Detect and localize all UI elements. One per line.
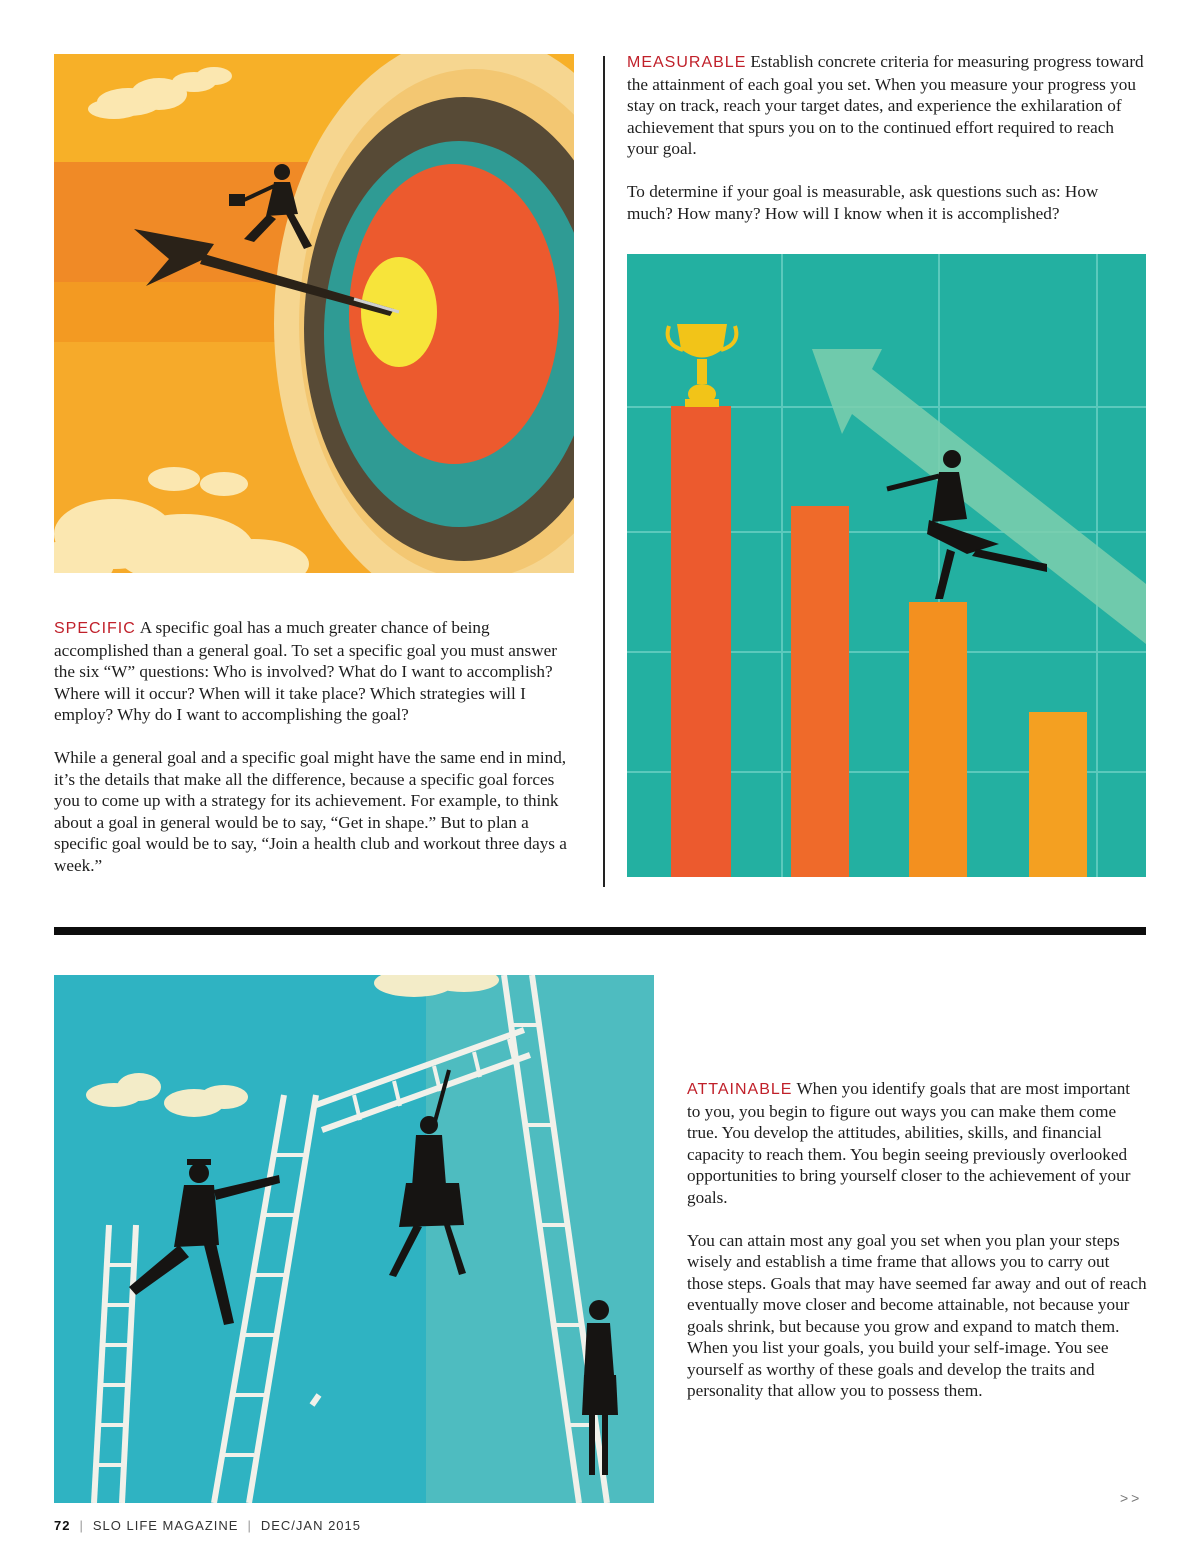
page-number: 72 xyxy=(54,1518,71,1533)
measurable-paragraph-2: To determine if your goal is measurable, ask questions such as: How much? How many? How will I know when it is accomplished? xyxy=(627,182,1099,223)
specific-heading: SPECIFIC xyxy=(54,620,136,637)
column-divider xyxy=(603,56,605,887)
attainable-text-1: When you identify goals that are most important to you, you begin to figure out ways you can make them come true. You develop the attitudes, abilities, skills, and financial capacity to reach them. You begin seeing previously overlooked opportunities to bring yourself closer to the achievement of your goals. xyxy=(687,1079,1131,1207)
continue-marker: >> xyxy=(1120,1490,1143,1506)
dartboard-illustration xyxy=(54,54,574,573)
specific-text-1: A specific goal has a much greater chance of being accomplished than a general goal. To set a specific goal you must answer the six “W” questions: Who is involved? What do I want to accomplish? Where will it occur? When will it take place? Which strategies will I employ? Why do I want to accomplishing the goal? xyxy=(54,618,557,724)
attainable-paragraph-1 xyxy=(687,1078,1147,1208)
attainable-section xyxy=(687,1078,1147,1423)
specific-paragraph-1 xyxy=(54,617,579,726)
bar xyxy=(909,602,967,877)
footer-separator: | xyxy=(247,1518,252,1533)
measurable-text-1: Establish concrete criteria for measuring progress toward the attainment of each goal you set. When you measure your progress you stay on track, reach your target dates, and experience the exhilaration of achievement that spurs you on to the continued effort required to reach your goal. xyxy=(627,52,1144,158)
specific-section xyxy=(54,617,579,898)
attainable-heading: ATTAINABLE xyxy=(687,1081,793,1098)
measurable-heading: MEASURABLE xyxy=(627,54,747,71)
ladders-illustration xyxy=(54,975,654,1503)
bar-chart-trophy-illustration xyxy=(627,254,1146,877)
bar xyxy=(791,506,849,877)
page-footer xyxy=(54,1518,361,1533)
measurable-paragraph-1 xyxy=(627,51,1147,160)
footer-separator: | xyxy=(79,1518,84,1533)
measurable-section xyxy=(627,51,1147,246)
bar xyxy=(671,406,731,877)
magazine-name: SLO LIFE MAGAZINE xyxy=(92,1518,239,1533)
section-divider xyxy=(54,927,1146,935)
bar xyxy=(1029,712,1087,877)
issue-date: DEC/JAN 2015 xyxy=(260,1518,361,1533)
specific-paragraph-2: While a general goal and a specific goal might have the same end in mind, it’s the details that make all the difference, because a specific goal forces you to come up with a strategy for its achievement. For example, to think about a goal in general would be to say, “Get in shape.” But to plan a specific goal would be to say, “Join a health club and workout three days a week.” xyxy=(54,748,567,875)
attainable-paragraph-2: You can attain most any goal you set when you plan your steps wisely and establish a time frame that allows you to carry out those steps. Goals that may have seemed far away and out of reach eventually move closer and become attainable, not because your goals shrink, but because you grow and expand to match them. When you list your goals, you build your self-image. You see yourself as worthy of these goals and develop the traits and personality that allow you to possess them. xyxy=(687,1230,1147,1400)
